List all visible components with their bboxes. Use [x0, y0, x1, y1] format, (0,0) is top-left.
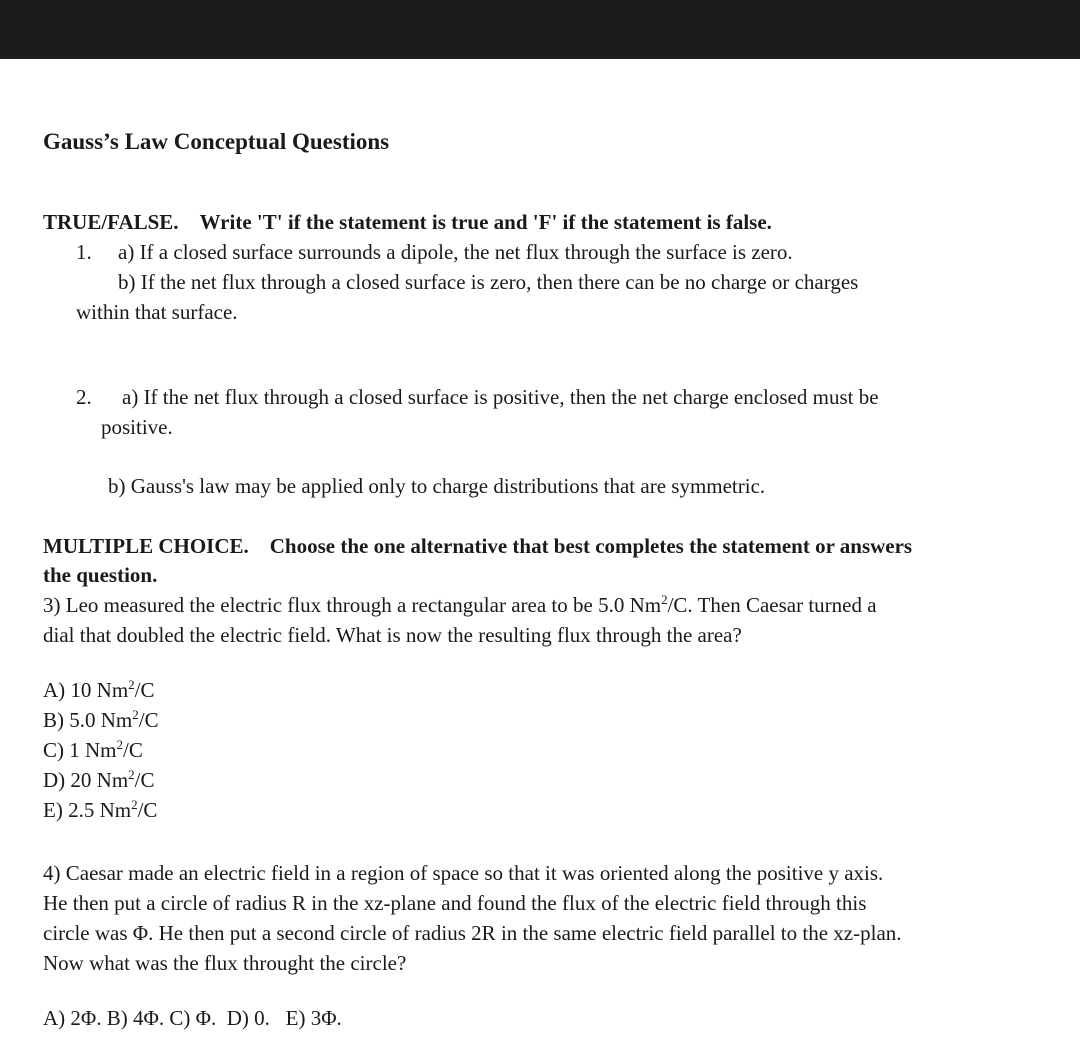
q3-line1 [43, 590, 877, 620]
option-unit: /C [134, 678, 155, 702]
q1-number: 1. [76, 240, 92, 264]
q3-line2: dial that doubled the electric field. What is now the resulting flux through the area? [43, 623, 742, 647]
q3-option-a [43, 675, 155, 705]
q1-part-a: a) If a closed surface surrounds a dipole, the net flux through the surface is zero. [118, 240, 793, 264]
option-label: C) 1 Nm [43, 738, 117, 762]
document-page [0, 59, 1080, 1054]
mc-header [43, 531, 912, 561]
page-title: Gauss’s Law Conceptual Questions [43, 129, 390, 154]
q3-line1-tail: /C. Then Caesar turned a [667, 593, 877, 617]
option-label: E) 2.5 Nm [43, 798, 132, 822]
q3-superscript: 2 [661, 592, 668, 607]
q2-part-a-line1: a) If the net flux through a closed surface is positive, then the net charge enclosed must be [122, 385, 879, 409]
q4-line4: Now what was the flux throught the circle? [43, 951, 407, 975]
q4-line1: 4) Caesar made an electric field in a region of space so that it was oriented along the positive y axis. [43, 861, 884, 885]
q3-option-e [43, 795, 157, 825]
tf-instruction: Write 'T' if the statement is true and 'F' if the statement is false. [199, 210, 772, 234]
q1-part-b-line1: b) If the net flux through a closed surface is zero, then there can be no charge or charges [118, 270, 859, 294]
option-unit: /C [134, 768, 155, 792]
q3-line1-text: 3) Leo measured the electric flux through a rectangular area to be 5.0 Nm [43, 593, 662, 617]
top-bar [0, 0, 1080, 59]
tf-heading: TRUE/FALSE. [43, 210, 179, 234]
q2-part-b: b) Gauss's law may be applied only to charge distributions that are symmetric. [108, 474, 766, 498]
q2-part-a-line2: positive. [101, 415, 173, 439]
option-superscript: 2 [128, 767, 135, 782]
option-superscript: 2 [131, 797, 138, 812]
option-superscript: 2 [132, 707, 139, 722]
q4-line2: He then put a circle of radius R in the xz-plane and found the flux of the electric field through this [43, 891, 867, 915]
option-superscript: 2 [116, 737, 123, 752]
tf-header [43, 207, 772, 237]
option-label: B) 5.0 Nm [43, 708, 133, 732]
option-label: A) 10 Nm [43, 678, 129, 702]
option-unit: /C [138, 708, 159, 732]
q4-options: A) 2Φ. B) 4Φ. C) Φ. D) 0. E) 3Φ. [43, 1006, 342, 1030]
mc-instruction-line2: the question. [43, 563, 158, 587]
q2-number: 2. [76, 385, 92, 409]
q3-option-b [43, 705, 159, 735]
q3-option-d [43, 765, 155, 795]
option-unit: /C [123, 738, 143, 762]
q1-part-b-line2: within that surface. [76, 300, 238, 324]
option-superscript: 2 [128, 677, 135, 692]
q4-line3: circle was Φ. He then put a second circle of radius 2R in the same electric field parallel to the xz-plan. [43, 921, 902, 945]
mc-instruction-line1: Choose the one alternative that best completes the statement or answers [269, 534, 913, 558]
mc-heading: MULTIPLE CHOICE. [43, 534, 249, 558]
q3-option-c [43, 735, 143, 765]
option-unit: /C [137, 798, 158, 822]
option-label: D) 20 Nm [43, 768, 129, 792]
